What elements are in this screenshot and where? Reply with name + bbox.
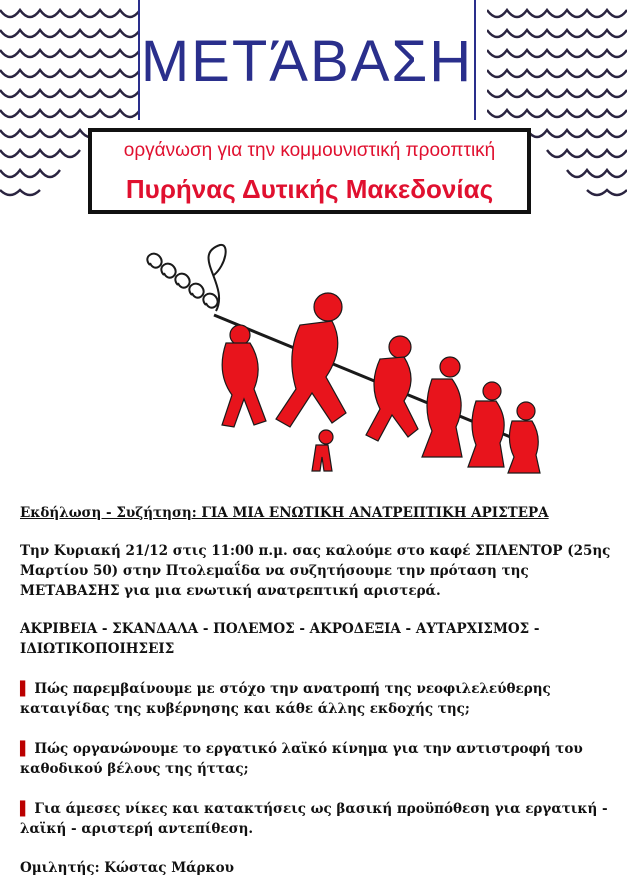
logo-text: ΜΕΤΆΒΑΣΗ [140, 29, 474, 94]
organization-banner [88, 128, 531, 214]
event-text [0, 478, 627, 885]
nucleus-title: Πυρήνας Δυτικής Μακεδονίας [125, 174, 494, 204]
question-3 [20, 799, 612, 839]
bullet-icon: ▌ [20, 801, 31, 817]
question-2-text: Πώς οργανώνουμε το εργατικό λαϊκό κίνημα για την αντιστροφή του καθοδικού βέλους της ήττας; [20, 741, 583, 777]
bullet-icon: ▌ [20, 681, 31, 697]
question-1-text: Πώς παρεμβαίνουμε με στόχο την ανατροπή της νεοφιλελεύθερης καταιγίδας της κυβέρνησης και κάθε άλλης εκδοχής της; [20, 681, 551, 717]
event-title: Εκδήλωση - Συζήτηση: ΓΙΑ ΜΙΑ ΕΝΩΤΙΚΗ ΑΝΑΤΡΕΠΤΙΚΗ ΑΡΙΣΤΕΡΑ [20, 505, 549, 521]
logo-box [138, 0, 476, 120]
question-1 [20, 679, 612, 719]
bullet-icon: ▌ [20, 741, 31, 757]
logo-inner [140, 0, 474, 120]
event-intro: Την Κυριακή 21/12 στις 11:00 π.μ. σας καλούμε στο καφέ ΣΠΛΕΝΤΟΡ (25ης Μαρτίου 50) στην Πτολεμαΐδα να συζητήσουμε την πρόταση της ΜΕΤΑΒΑΣΗΣ για μια ενωτική ανατρεπτική αριστερά. [20, 543, 611, 599]
tug-of-war-figures-icon [130, 235, 550, 475]
question-2 [20, 739, 612, 779]
question-3-text: Για άμεσες νίκες και κατακτήσεις ως βασική προϋπόθεση για εργατική - λαϊκή - αριστερή αντεπίθεση. [20, 801, 608, 837]
speaker: Ομιλητής: Κώστας Μάρκου [20, 860, 234, 876]
event-topics: ΑΚΡΙΒΕΙΑ - ΣΚΑΝΔΑΛΑ - ΠΟΛΕΜΟΣ - ΑΚΡΟΔΕΞΙΑ - ΑΥΤΑΡΧΙΣΜΟΣ - ΙΔΙΩΤΙΚΟΠΟΙΗΣΕΙΣ [20, 621, 540, 657]
organization-subtitle: οργάνωση για την κομμουνιστική προοπτική [123, 140, 496, 161]
